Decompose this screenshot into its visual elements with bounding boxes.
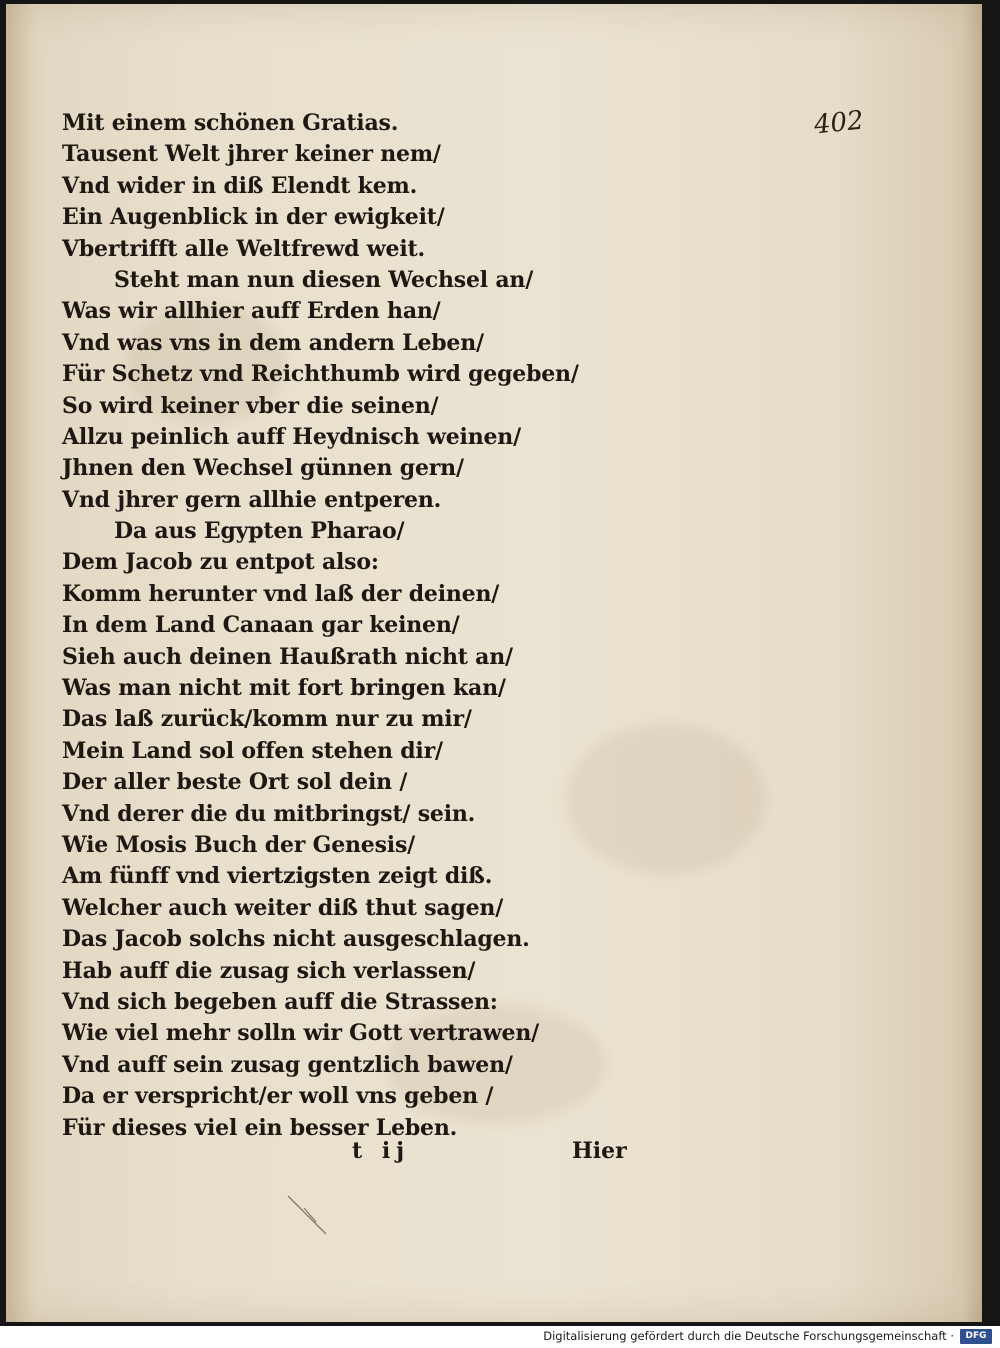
text-line: Steht man nun diesen Wechsel an/ [114,266,534,293]
text-line: Vnd derer die du mitbringst/ sein. [62,800,476,827]
dfg-logo: DFG [960,1329,992,1344]
text-line: Hab auff die zusag sich verlassen/ [62,957,476,984]
scratch-mark [286,1194,356,1254]
funding-credit: Digitalisierung gefördert durch die Deutsche Forschungsgemeinschaft · [543,1329,954,1343]
text-line: Sieh auch deinen Haußrath nicht an/ [62,643,513,670]
text-line: Für Schetz vnd Reichthumb wird gegeben/ [62,361,579,388]
footer-bar [0,1326,1000,1348]
text-line: Vbertrifft alle Weltfrewd weit. [62,235,425,262]
text-line: Am fünff vnd viertzigsten zeigt diß. [62,863,493,890]
text-line: Wie viel mehr solln wir Gott vertrawen/ [62,1020,539,1047]
text-line: Der aller beste Ort sol dein / [62,769,408,796]
text-line: Was man nicht mit fort bringen kan/ [62,675,506,702]
text-line: Vnd wider in diß Elendt kem. [62,172,418,199]
text-line: Dem Jacob zu entpot also: [62,549,379,576]
text-line: Vnd was vns in dem andern Leben/ [62,329,484,356]
text-line: Da aus Egypten Pharao/ [114,518,405,545]
text-line: Vnd sich begeben auff die Strassen: [62,988,498,1015]
book-page [6,4,982,1322]
signature-mark: t ij [352,1138,411,1164]
text-line: Was wir allhier auff Erden han/ [62,298,441,325]
text-line: Für dieses viel ein besser Leben. [62,1114,458,1141]
page-number: 402 [812,105,866,141]
text-line: Tausent Welt jhrer keiner nem/ [62,141,441,168]
text-line: Ein Augenblick in der ewigkeit/ [62,204,445,231]
text-line: In dem Land Canaan gar keinen/ [62,612,460,639]
text-line: Das Jacob solchs nicht ausgeschlagen. [62,926,530,953]
text-line: Welcher auch weiter diß thut sagen/ [62,894,504,921]
text-line: Vnd jhrer gern allhie entperen. [62,486,442,513]
text-line: Da er verspricht/er woll vns geben / [62,1083,494,1110]
text-line: Jhnen den Wechsel günnen gern/ [62,455,464,482]
text-line: Mit einem schönen Gratias. [62,110,399,136]
text-line: Allzu peinlich auff Heydnisch weinen/ [62,423,521,450]
poem-text [62,108,762,1144]
catchword: Hier [572,1138,627,1164]
text-line: Mein Land sol offen stehen dir/ [62,737,443,764]
text-line: Komm herunter vnd laß der deinen/ [62,580,500,607]
text-line: So wird keiner vber die seinen/ [62,392,439,419]
text-line: Das laß zurück/komm nur zu mir/ [62,706,472,733]
text-line: Vnd auff sein zusag gentzlich bawen/ [62,1051,513,1078]
text-line: Wie Mosis Buch der Genesis/ [62,831,415,858]
